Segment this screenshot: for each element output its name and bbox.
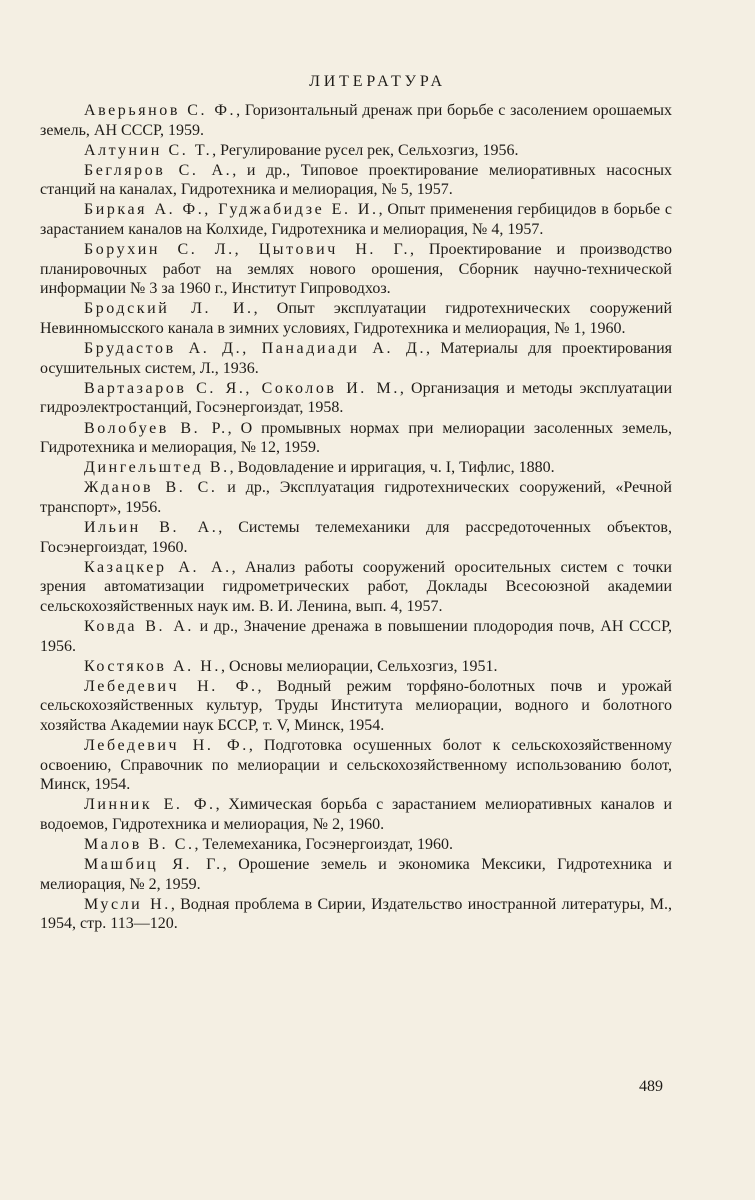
reference-details: , Водная проблема в Сирии, Издательство иностранной литературы, М., 1954, стр. 113—120. bbox=[40, 895, 672, 933]
reference-details: , Опыт эксплуатации гидротехнических сооружений Невинномысского канала в зимних условиях, Гидротехника и мелиорация, № 1, 1960. bbox=[40, 300, 672, 338]
page-number: 489 bbox=[639, 1078, 663, 1095]
reference-entry bbox=[40, 200, 672, 239]
reference-details: , Регулирование русел рек, Сельхозгиз, 1956. bbox=[212, 141, 519, 159]
reference-details: , Водный режим торфяно-болотных почв и урожай сельскохозяйственных культур, Труды Института мелиорации, водного и болотного хозяйства Академии наук БССР, т. V, Минск, 1954. bbox=[40, 677, 672, 734]
reference-details: , Опыт применения гербицидов в борьбе с зарастанием каналов на Колхиде, Гидротехника и мелиорация, № 4, 1957. bbox=[40, 201, 672, 239]
reference-author: Ильин В. А. bbox=[84, 518, 219, 536]
reference-details: , Основы мелиорации, Сельхозгиз, 1951. bbox=[220, 657, 498, 675]
reference-entry bbox=[40, 895, 672, 934]
reference-entry bbox=[40, 518, 672, 557]
reference-author: Малов В. С. bbox=[84, 835, 195, 853]
reference-details: и др., Значение дренажа в повышении плодородия почв, АН СССР, 1956. bbox=[40, 617, 672, 655]
reference-author: Казацкер А. А. bbox=[84, 558, 232, 576]
reference-details: , Системы телемеханики для рассредоточенных объектов, Госэнергоиздат, 1960. bbox=[40, 518, 672, 556]
reference-entry bbox=[40, 677, 672, 736]
reference-entry bbox=[40, 736, 672, 795]
reference-details: , Телемеханика, Госэнергоиздат, 1960. bbox=[194, 835, 453, 853]
reference-details: , Материалы для проектирования осушительных систем, Л., 1936. bbox=[40, 340, 673, 377]
reference-entry bbox=[40, 458, 672, 478]
reference-author: Брудастов А. Д., Панадиади А. Д. bbox=[84, 340, 427, 358]
reference-author: Лебедевич Н. Ф. bbox=[84, 737, 249, 754]
reference-author: Аверьянов С. Ф. bbox=[84, 102, 237, 119]
reference-entry bbox=[40, 339, 672, 378]
reference-details: , Проектирование и производство планировочных работ на землях нового орошения, Сборник научно-технической информации № 3 за 1960 г., Институт Гипроводхоз. bbox=[40, 241, 672, 298]
reference-entry bbox=[40, 299, 672, 338]
reference-details: , Горизонтальный дренаж при борьбе с засолением орошаемых земель, АН СССР, 1959. bbox=[40, 102, 672, 139]
reference-details: , Химическая борьба с зарастанием мелиоративных каналов и водоемов, Гидротехника и мелиорация, № 2, 1960. bbox=[40, 796, 673, 833]
reference-author: Бродский Л. И. bbox=[84, 300, 254, 318]
reference-author: Алтунин С. Т. bbox=[84, 141, 213, 159]
reference-author: Костяков А. Н. bbox=[84, 657, 221, 675]
reference-entry bbox=[40, 141, 672, 161]
reference-entry bbox=[40, 419, 672, 458]
reference-details: , Водовладение и ирригация, ч. I, Тифлис, 1880. bbox=[229, 459, 555, 477]
reference-details: и др., Эксплуатация гидротехнических сооружений, «Речной транспорт», 1956. bbox=[40, 479, 672, 516]
reference-author: Борухин С. Л., Цытович Н. Г. bbox=[84, 241, 411, 259]
reference-author: Вартазаров С. Я., Соколов И. М. bbox=[84, 379, 400, 397]
reference-entry bbox=[40, 558, 672, 617]
reference-entry bbox=[40, 240, 672, 299]
reference-details: , Анализ работы сооружений оросительных систем с точки зрения автоматизации гидрометрических работ, Доклады Всесоюзной академии сельскохозяйственных наук им. В. И. Ленина, вып. 4, 1957. bbox=[40, 558, 672, 615]
reference-author: Мусли Н. bbox=[84, 895, 171, 913]
reference-details: , и др., Типовое проектирование мелиоративных насосных станций на каналах, Гидротехника и мелиорация, № 5, 1957. bbox=[40, 161, 672, 199]
reference-author: Биркая А. Ф., Гуджабидзе Е. И. bbox=[84, 201, 379, 219]
reference-entry bbox=[40, 657, 672, 677]
reference-author: Жданов В. С. bbox=[84, 479, 218, 497]
reference-author: Линник Е. Ф. bbox=[84, 796, 216, 814]
reference-details: , О промывных нормах при мелиорации засоленных земель, Гидротехника и мелиорация, № 12, 1959. bbox=[40, 419, 672, 457]
reference-details: , Орошение земель и экономика Мексики, Гидротехника и мелиорация, № 2, 1959. bbox=[40, 856, 672, 893]
reference-entry bbox=[40, 835, 672, 855]
reference-author: Дингельштед В. bbox=[84, 459, 230, 477]
reference-author: Лебедевич Н. Ф. bbox=[84, 677, 258, 695]
reference-entry bbox=[40, 855, 672, 894]
reference-details: , Организация и методы эксплуатации гидроэлектростанций, Госэнергоиздат, 1958. bbox=[40, 379, 672, 417]
reference-list bbox=[40, 101, 672, 934]
reference-entry bbox=[40, 379, 672, 418]
reference-author: Бегляров С. А. bbox=[84, 161, 233, 179]
reference-entry bbox=[40, 478, 672, 517]
reference-author: Машбиц Я. Г. bbox=[84, 856, 223, 874]
reference-details: , Подготовка осушенных болот к сельскохозяйственному освоению, Справочник по мелиорации и сельскохозяйственному использованию болот, Минск, 1954. bbox=[40, 737, 672, 794]
reference-author: Ковда В. А. bbox=[84, 617, 194, 635]
reference-author: Волобуев В. Р. bbox=[84, 419, 228, 437]
page-heading: ЛИТЕРАТУРА bbox=[309, 73, 446, 90]
reference-entry bbox=[40, 101, 672, 140]
reference-entry bbox=[40, 617, 672, 656]
reference-entry bbox=[40, 161, 672, 200]
reference-entry bbox=[40, 795, 672, 834]
